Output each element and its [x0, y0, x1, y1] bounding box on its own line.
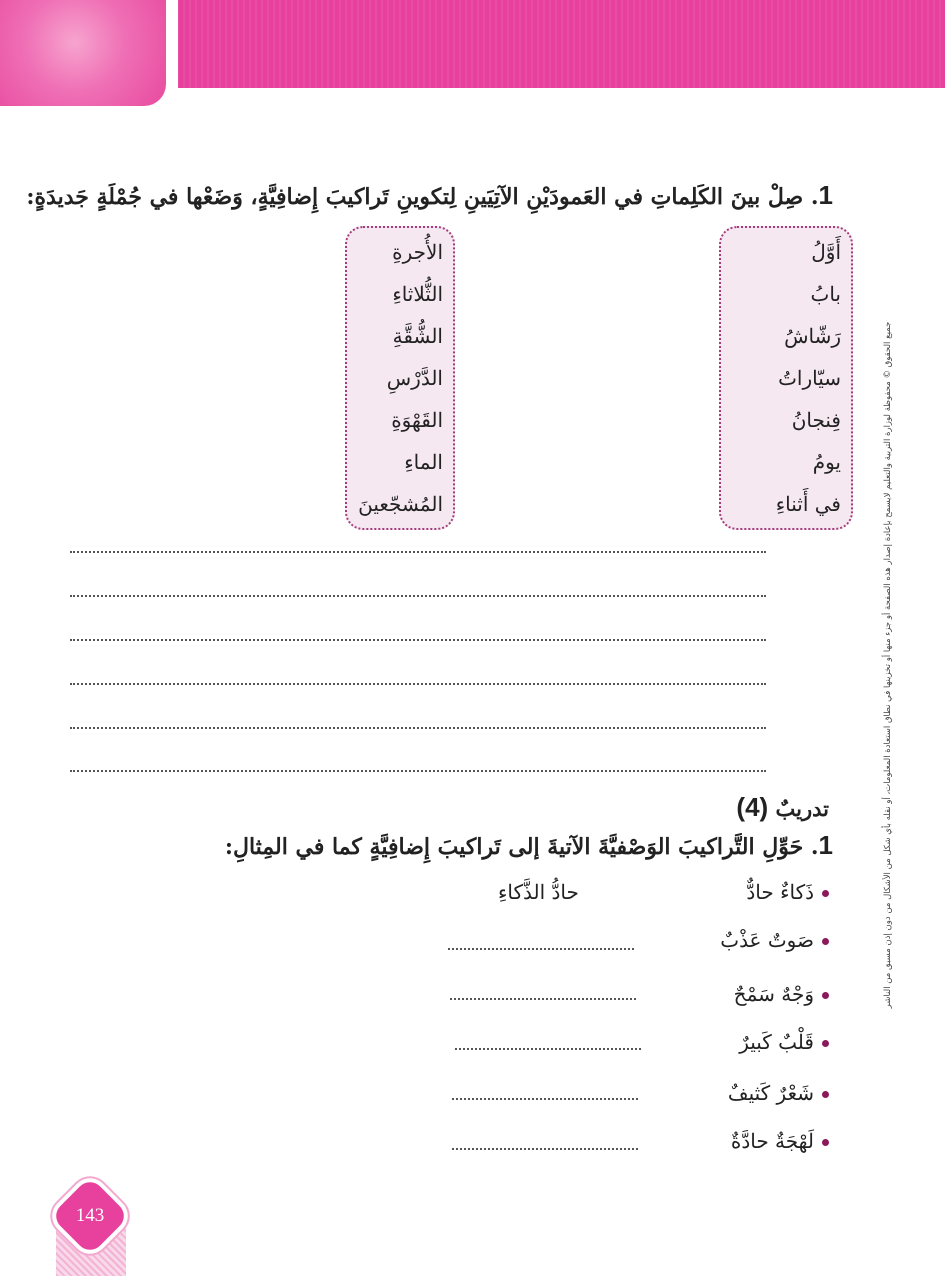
- answer-fill-line[interactable]: [455, 1048, 641, 1050]
- left-word: الشُّقَّةِ: [392, 324, 443, 348]
- page-number: 143: [75, 1205, 105, 1226]
- right-word: رَشّاشُ: [784, 324, 841, 348]
- exercise2-number: 1: [818, 830, 833, 860]
- answer-line[interactable]: [70, 639, 766, 641]
- item-text: صَوتٌ عَذْبٌ: [720, 928, 814, 952]
- exercise2-title: [225, 830, 833, 861]
- item-text: ذَكاءٌ حادٌّ: [746, 880, 814, 904]
- bullet-icon: [822, 890, 829, 897]
- left-word: الماءِ: [404, 450, 443, 474]
- left-word: الدَّرْسِ: [386, 366, 443, 390]
- answer-fill-line[interactable]: [448, 948, 634, 950]
- answer-fill-line[interactable]: [452, 1148, 638, 1150]
- item-text: شَعْرٌ كَثيفٌ: [727, 1081, 814, 1105]
- right-word: بابُ: [810, 282, 841, 306]
- exercise1-instruction: . صِلْ بينَ الكَلِماتِ في العَمودَيْنِ الآتِيَينِ لِتكوينِ تَراكيبَ إِضافِيَّةٍ، وَضَعْها في جُمْلَةٍ جَديدَةٍ:: [26, 184, 819, 210]
- right-word: فِنجانُ: [791, 408, 841, 432]
- bullet-icon: [822, 1091, 829, 1098]
- list-item: [746, 880, 829, 904]
- right-word: يومُ: [812, 450, 841, 474]
- answer-line[interactable]: [70, 595, 766, 597]
- left-word: الأُجرةِ: [392, 240, 443, 264]
- bullet-icon: [822, 1139, 829, 1146]
- left-word-column: [345, 226, 455, 530]
- training-heading: [736, 792, 829, 823]
- copyright-text: جميع الحقوق © محفوظة لوزارة التربية والتعليم لايسمح بإعادة إصدار هذه الصفحة أو جزء منها أو تخزينها في نطاق استعادة المعلومات، أو نقله بأي شكل من الأشكال من دون إذن مسبق من الناشر: [883, 321, 893, 1009]
- list-item: [739, 1030, 829, 1054]
- copyright-note: [878, 300, 898, 1030]
- banner-divider: [170, 88, 945, 106]
- bullet-icon: [822, 992, 829, 999]
- left-word: القَهْوَةِ: [391, 408, 443, 432]
- training-title: تدريبٌ: [775, 796, 829, 821]
- list-item: [734, 982, 829, 1006]
- bullet-icon: [822, 938, 829, 945]
- exercise1-number: 1: [818, 180, 833, 210]
- list-item: [731, 1129, 829, 1153]
- example-answer: حادُّ الذَّكاءِ: [498, 880, 579, 904]
- answer-line[interactable]: [70, 551, 766, 553]
- training-number: (4): [736, 792, 769, 822]
- right-word-column: [719, 226, 853, 530]
- item-text: قَلْبٌ كَبيرٌ: [739, 1030, 814, 1054]
- exercise2-instruction: . حَوِّلِ التَّراكيبَ الوَصْفيَّةَ الآتيةَ إلى تَراكيبَ إِضافِيَّةٍ كما في المِثالِ:: [224, 834, 819, 860]
- left-word: المُشجّعينَ: [358, 492, 443, 516]
- list-item: [720, 928, 829, 952]
- answer-line[interactable]: [70, 683, 766, 685]
- answer-line[interactable]: [70, 727, 766, 729]
- item-text: وَجْهٌ سَمْحٌ: [733, 982, 814, 1006]
- corner-decoration: [0, 0, 178, 118]
- page-number-badge: [54, 1180, 126, 1252]
- answer-fill-line[interactable]: [452, 1098, 638, 1100]
- list-item: [728, 1081, 829, 1105]
- answer-fill-line[interactable]: [450, 998, 636, 1000]
- left-word: الثُّلاثاءِ: [392, 282, 443, 306]
- right-word: في أَثناءِ: [775, 492, 841, 516]
- exercise1-title: [26, 180, 833, 211]
- bullet-icon: [822, 1040, 829, 1047]
- right-word: أَوَّلُ: [811, 240, 841, 264]
- corner-pattern: [0, 0, 166, 106]
- answer-line[interactable]: [70, 770, 766, 772]
- item-text: لَهْجَةٌ حادَّةٌ: [730, 1129, 814, 1153]
- right-word: سيّاراتُ: [778, 366, 841, 390]
